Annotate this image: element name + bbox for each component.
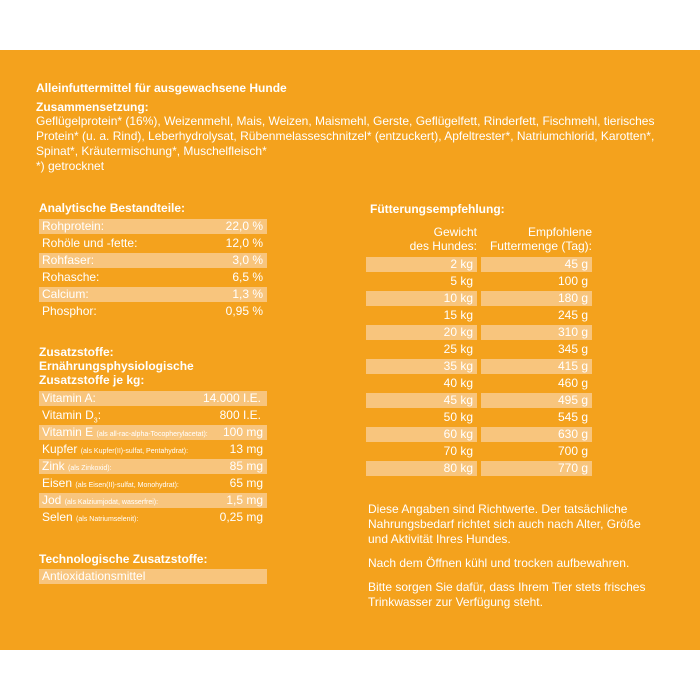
table-row bbox=[39, 476, 267, 491]
row-value: 12,0 % bbox=[225, 236, 263, 250]
row-label: Vitamin E (als all-rac-alpha-Tocopherylacetat): bbox=[42, 425, 208, 439]
row-label: Rohprotein: bbox=[42, 219, 105, 233]
row-label: Rohöle und -fette: bbox=[42, 236, 138, 250]
amount-cell: 545 g bbox=[557, 410, 588, 424]
row-value: 6,5 % bbox=[232, 270, 263, 284]
table-row bbox=[39, 287, 267, 302]
amount-cell: 770 g bbox=[557, 461, 588, 475]
table-row bbox=[39, 510, 267, 525]
row-value: 3,0 % bbox=[232, 253, 263, 267]
row-value: 22,0 % bbox=[225, 219, 263, 233]
weight-cell: 15 kg bbox=[443, 308, 473, 322]
amount-cell: 310 g bbox=[557, 325, 588, 339]
amount-cell: 245 g bbox=[557, 308, 588, 322]
weight-cell: 5 kg bbox=[450, 274, 473, 288]
table-row bbox=[39, 442, 267, 457]
column-header: des Hundes: bbox=[409, 239, 477, 253]
table-row bbox=[39, 304, 267, 319]
note-line: und Aktivität Ihres Hundes. bbox=[368, 532, 511, 546]
row-value: 1,3 % bbox=[232, 287, 263, 301]
table-row bbox=[39, 219, 267, 234]
row-label: Vitamin A: bbox=[42, 391, 96, 405]
storage-note: Nach dem Öffnen kühl und trocken aufbewahren. bbox=[368, 556, 630, 570]
weight-cell: 2 kg bbox=[450, 257, 473, 271]
weight-cell: 20 kg bbox=[443, 325, 473, 339]
row-label: Rohasche: bbox=[42, 270, 100, 284]
table-row bbox=[39, 425, 267, 440]
table-row bbox=[39, 270, 267, 285]
label-panel bbox=[0, 50, 700, 650]
table-row bbox=[39, 253, 267, 268]
additives-heading: Zusatzstoffe: bbox=[39, 345, 114, 359]
column-header: Gewicht bbox=[433, 225, 477, 239]
technological-heading: Technologische Zusatzstoffe: bbox=[39, 552, 208, 566]
row-value: 14.000 I.E. bbox=[202, 391, 261, 405]
note-line: Trinkwasser zur Verfügung steht. bbox=[368, 595, 543, 609]
additives-subheading: Ernährungsphysiologische bbox=[39, 359, 194, 373]
row-label: Kupfer (als Kupfer(II)-sulfat, Pentahydrat): bbox=[42, 442, 189, 456]
column-header: Empfohlene bbox=[527, 225, 592, 239]
table-row bbox=[39, 569, 267, 584]
weight-cell: 10 kg bbox=[443, 291, 473, 305]
row-label: Phosphor: bbox=[42, 304, 97, 318]
amount-cell: 415 g bbox=[557, 359, 588, 373]
weight-cell: 60 kg bbox=[443, 427, 473, 441]
composition-line: Geflügelprotein* (16%), Weizenmehl, Mais, Weizen, Maismehl, Gerste, Geflügelfett, Rinderfett, Fischmehl, tierisches bbox=[36, 114, 655, 128]
row-value: 65 mg bbox=[229, 476, 263, 490]
row-value: 0,95 % bbox=[225, 304, 263, 318]
analytical-heading: Analytische Bestandteile: bbox=[39, 201, 186, 215]
row-label: Selen (als Natriumselenit): bbox=[42, 510, 139, 524]
feeding-heading: Fütterungsempfehlung: bbox=[370, 202, 505, 216]
table-row bbox=[39, 493, 267, 508]
product-title: Alleinfuttermittel für ausgewachsene Hunde bbox=[36, 81, 287, 95]
row-value: 13 mg bbox=[229, 442, 263, 456]
row-value: 1,5 mg bbox=[226, 493, 263, 507]
note-line: Diese Angaben sind Richtwerte. Der tatsächliche bbox=[368, 502, 628, 516]
row-value: 85 mg bbox=[229, 459, 263, 473]
composition-line: Spinat*, Kräutermischung*, Muschelfleisch* bbox=[36, 144, 267, 158]
amount-cell: 180 g bbox=[557, 291, 588, 305]
composition-footnote: *) getrocknet bbox=[36, 159, 105, 173]
note-line: Nahrungsbedarf richtet sich auch nach Alter, Größe bbox=[368, 517, 641, 531]
amount-cell: 700 g bbox=[557, 444, 588, 458]
note-line: Bitte sorgen Sie dafür, dass Ihrem Tier stets frisches bbox=[368, 580, 646, 594]
row-label: Jod (als Kalziumjodat, wasserfrei): bbox=[42, 493, 159, 507]
amount-cell: 495 g bbox=[557, 393, 588, 407]
additives-subheading: Zusatzstoffe je kg: bbox=[39, 373, 145, 387]
weight-cell: 35 kg bbox=[443, 359, 473, 373]
weight-cell: 40 kg bbox=[443, 376, 473, 390]
row-label: Calcium: bbox=[42, 287, 89, 301]
row-label: Rohfaser: bbox=[42, 253, 95, 267]
amount-cell: 460 g bbox=[557, 376, 588, 390]
composition-line: Protein* (u. a. Rind), Leberhydrolysat, Rübenmelasseschnitzel* (entzuckert), Apfeltrester*, Natriumchlorid, Karotten*, bbox=[36, 129, 655, 143]
amount-cell: 345 g bbox=[557, 342, 588, 356]
weight-cell: 70 kg bbox=[443, 444, 473, 458]
table-row bbox=[39, 236, 267, 251]
row-value: 100 mg bbox=[222, 425, 263, 439]
row-value: 800 I.E. bbox=[219, 408, 261, 422]
weight-cell: 25 kg bbox=[443, 342, 473, 356]
table-row bbox=[39, 391, 267, 406]
table-row bbox=[39, 459, 267, 474]
column-header: Futtermenge (Tag): bbox=[489, 239, 592, 253]
table-row bbox=[39, 408, 267, 423]
row-label: Eisen (als Eisen(II)-sulfat, Monohydrat): bbox=[42, 476, 179, 490]
row-label: Zink (als Zinkoxid): bbox=[42, 459, 112, 473]
amount-cell: 45 g bbox=[564, 257, 588, 271]
amount-cell: 100 g bbox=[557, 274, 588, 288]
row-label: Vitamin $D_3$: bbox=[42, 408, 102, 425]
weight-cell: 45 kg bbox=[443, 393, 473, 407]
amount-cell: 630 g bbox=[557, 427, 588, 441]
row-value: 0,25 mg bbox=[219, 510, 263, 524]
composition-heading: Zusammensetzung: bbox=[36, 100, 149, 114]
weight-cell: 50 kg bbox=[443, 410, 473, 424]
row-label: Antioxidationsmittel bbox=[42, 569, 146, 583]
weight-cell: 80 kg bbox=[443, 461, 473, 475]
